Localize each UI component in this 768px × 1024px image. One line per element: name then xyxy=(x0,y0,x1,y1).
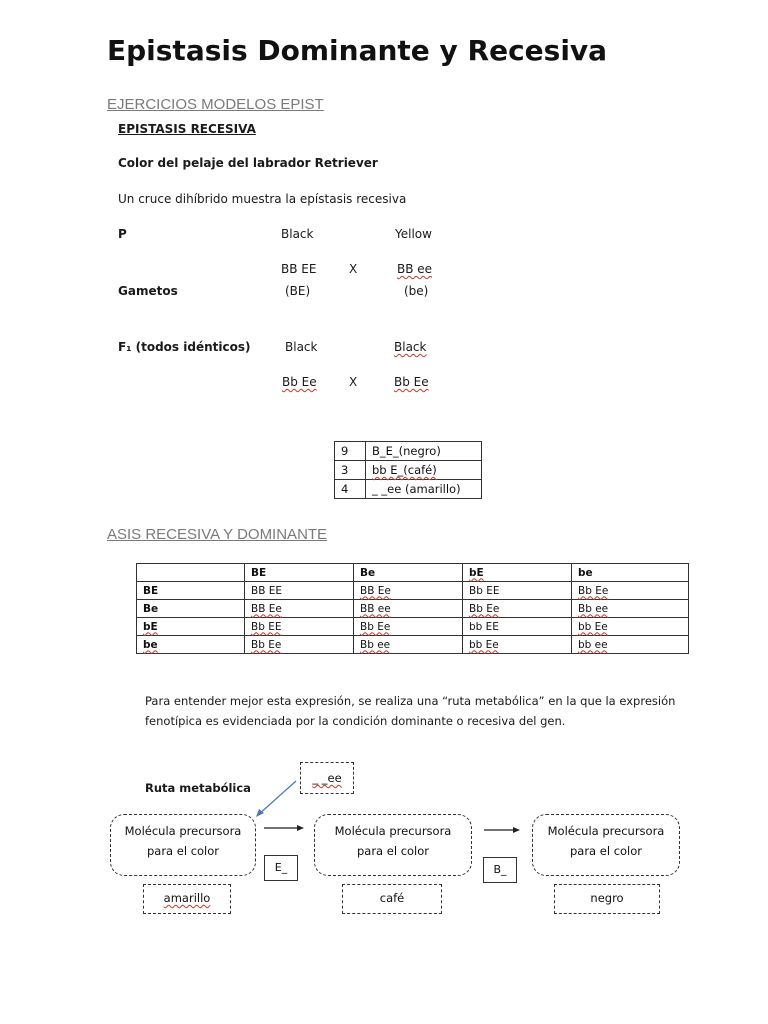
punnett-cell: Bb EE xyxy=(463,582,572,600)
punnett-cell: Bb Ee xyxy=(463,600,572,618)
pathway-title: Ruta metabólica xyxy=(145,781,251,795)
section-heading-asis: ASIS RECESIVA Y DOMINANTE xyxy=(107,526,328,543)
p-yellow: Yellow xyxy=(395,227,432,241)
precursor-text-line1: Molécula precursora xyxy=(124,824,242,838)
f1-cross-x: X xyxy=(349,375,358,389)
punnett-cell: bb Ee xyxy=(463,636,572,654)
phenotype-cafe: café xyxy=(379,891,405,905)
punnett-col-header: Be xyxy=(354,564,463,582)
f1-black-right: Black xyxy=(394,340,427,354)
punnett-row-header: BE xyxy=(137,582,245,600)
gametos-label: Gametos xyxy=(118,284,178,298)
punnett-cell: bb ee xyxy=(572,636,689,654)
punnett-col-header: BE xyxy=(245,564,354,582)
precursor-box-3 xyxy=(532,814,680,876)
paragraph-line-2: fenotípica es evidenciada por la condición dominante o recesiva del gen. xyxy=(145,714,566,728)
arrow-2-head xyxy=(513,827,520,833)
gamete-left: (BE) xyxy=(285,284,311,298)
phenotype-negro: negro xyxy=(590,891,624,905)
phenotype-box-amarillo xyxy=(143,884,231,914)
punnett-row-header: be xyxy=(137,636,245,654)
ratio-count: 9 xyxy=(335,442,366,461)
enzyme-box-e: E_ xyxy=(264,855,298,881)
doc-subheading: Color del pelaje del labrador Retriever xyxy=(118,156,378,170)
f1-genotype-left: Bb Ee xyxy=(282,375,317,389)
f1-black-left: Black xyxy=(285,340,318,354)
precursor-text-line2: para el color xyxy=(146,844,220,858)
punnett-cell: Bb EE xyxy=(245,618,354,636)
inhibitor-label: _ _ee xyxy=(312,771,342,785)
punnett-cell: BB Ee xyxy=(354,582,463,600)
p-cross-x: X xyxy=(349,262,358,276)
precursor-text-line1: Molécula precursora xyxy=(334,824,452,838)
ratio-count: 3 xyxy=(335,461,366,480)
page-title: Epistasis Dominante y Recesiva xyxy=(107,34,608,67)
punnett-cell: BB ee xyxy=(354,600,463,618)
phenotype-box-negro xyxy=(554,884,660,914)
paragraph-line-1: Para entender mejor esta expresión, se realiza una “ruta metabólica” en la que la expresión xyxy=(145,694,676,708)
punnett-cell: Bb Ee xyxy=(354,618,463,636)
punnett-cell: bb Ee xyxy=(572,618,689,636)
doc-heading: EPISTASIS RECESIVA xyxy=(118,122,256,136)
phenotype-box-cafe xyxy=(342,884,442,914)
f1-genotype-right: Bb Ee xyxy=(394,375,429,389)
punnett-cell: Bb ee xyxy=(354,636,463,654)
punnett-col-header: bE xyxy=(463,564,572,582)
punnett-cell: BB Ee xyxy=(245,600,354,618)
punnett-row-header: bE xyxy=(137,618,245,636)
inhibitor-arrow xyxy=(258,781,296,815)
punnett-cell: Bb ee xyxy=(572,600,689,618)
ratio-phenotype: B_E_(negro) xyxy=(366,442,482,461)
arrow-1-head xyxy=(297,825,304,831)
punnett-row-header: Be xyxy=(137,600,245,618)
f1-label: F₁ (todos idénticos) xyxy=(118,340,251,354)
precursor-text-line2: para el color xyxy=(356,844,430,858)
ratio-phenotype: _ _ee (amarillo) xyxy=(366,480,482,499)
p-black: Black xyxy=(281,227,314,241)
ratio-count: 4 xyxy=(335,480,366,499)
p-genotype-left: BB EE xyxy=(281,262,317,276)
precursor-text-line2: para el color xyxy=(569,844,643,858)
enzyme-box-b: B_ xyxy=(483,857,517,883)
punnett-col-header: be xyxy=(572,564,689,582)
doc-intro: Un cruce dihíbrido muestra la epístasis recesiva xyxy=(118,192,407,206)
phenotype-amarillo: amarillo xyxy=(163,891,211,905)
punnett-cell: BB EE xyxy=(245,582,354,600)
punnett-cell: bb EE xyxy=(463,618,572,636)
p-label: P xyxy=(118,227,127,241)
precursor-box-2 xyxy=(314,814,472,876)
section-heading-ejercicios: EJERCICIOS MODELOS EPIST xyxy=(107,96,324,113)
precursor-box-1 xyxy=(110,814,256,876)
precursor-text-line1: Molécula precursora xyxy=(547,824,665,838)
punnett-cell: Bb Ee xyxy=(245,636,354,654)
gamete-right: (be) xyxy=(404,284,429,298)
p-genotype-right: BB ee xyxy=(397,262,433,276)
ratio-phenotype: bb E_(café) xyxy=(366,461,482,480)
punnett-cell: Bb Ee xyxy=(572,582,689,600)
